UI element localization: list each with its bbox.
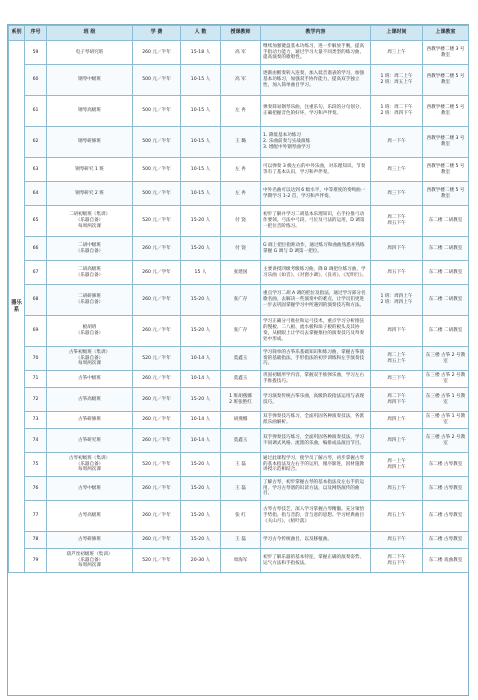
cell-content: 了解古琴，初步掌握古琴的基本指法及左右手的运用，学习古琴谱的识读方法，以及网络演传的曲目。 (261, 477, 371, 501)
cell-classroom: 东二楼 二胡教室 (423, 316, 469, 347)
cell-classroom: 东三楼 古筝 2 号教室 (423, 371, 469, 388)
cell-content: 中外名曲可以达到 6 级水平，中等难度的奏鸣曲一学期学习 1-2 首，学习和声伴奏。 (261, 182, 371, 206)
header-fee: 学 费 (133, 26, 181, 41)
cell-content: 继续加强键盘基本功练习，进一步解放手腕，提高手指动力能力，通过学习大量不同类型的练习曲，提高演奏的歌唱性。 (261, 41, 371, 65)
cell-teacher: 高 军 (221, 41, 261, 65)
cell-classroom: 东二楼 古琴教室 (423, 453, 469, 477)
cell-class-time: 周五下午 (371, 532, 423, 549)
cell-classroom: 东三楼 古筝 1 号教室 (423, 388, 469, 412)
cell-content: G 调上把位指距动作，通过练习和曲曲熟悉并熟练掌握 G 调与 D 调第一把位。 (261, 237, 371, 261)
cell-classroom: 东三楼 古筝 2 号教室 (423, 429, 469, 453)
cell-content: 学习古今传统曲目，以及移植曲。 (261, 532, 371, 549)
cell-class-name: 古筝中级班 (47, 371, 133, 388)
table-row (9, 477, 469, 501)
cell-class-size: 15-18 人 (181, 41, 221, 65)
cell-row-number: 76 (25, 477, 47, 501)
cell-content: 主要讲授四级考级练习曲，降 B 调把位练习曲，学习乐曲《如音》、《对窗小调》、《良宵》、《光明行》。 (261, 261, 371, 285)
cell-class-size: 15-20 人 (181, 388, 221, 412)
cell-class-name: 钢琴中级班 (47, 65, 133, 96)
table-row (9, 96, 469, 127)
cell-row-number: 71 (25, 371, 47, 388)
cell-row-number: 65 (25, 206, 47, 237)
cell-classroom: 东二楼 二胡教室 (423, 206, 469, 237)
cell-class-name: 古琴研修班 (47, 532, 133, 549)
table-row (9, 285, 469, 316)
cell-fee: 260 元／半年 (133, 316, 181, 347)
cell-classroom: 西教学楼二楼 5 号教室 (423, 65, 469, 96)
header-teacher: 授课教师 (221, 26, 261, 41)
cell-content: 重点学习二胡 A 调的把位及指法，通过学习部分名歌名曲，去解决一些演奏中的难点，让学员们更进一步去巩固掌握学习中所遇到的演奏技巧和方法。 (261, 285, 371, 316)
cell-class-size: 10-14 人 (181, 347, 221, 371)
table-header-row (9, 26, 469, 41)
table-row (9, 127, 469, 158)
cell-class-size: 15-20 人 (181, 453, 221, 477)
cell-teacher: 周海军 (221, 549, 261, 573)
cell-class-name: 二胡初级班（集训） （乐器自备） 每周两次课 (47, 206, 133, 237)
cell-fee: 260 元／半年 (133, 412, 181, 429)
cell-fee: 500 元／半年 (133, 182, 181, 206)
cell-class-name: 古琴初级班（集训） （乐器自备） 每周两次课 (47, 453, 133, 477)
cell-teacher: 左 冉 (221, 182, 261, 206)
cell-classroom: 西教学楼二楼 3 号教室 (423, 41, 469, 65)
table-row (9, 549, 469, 573)
cell-teacher: 王 磊 (221, 532, 261, 549)
table-body (9, 41, 469, 573)
cell-content: 双手弹奏技巧练习，全面巩固各种演奏技法，各派派乐曲解析。 (261, 412, 371, 429)
cell-class-size: 15-20 人 (181, 532, 221, 549)
cell-content: 1. 降低基本功练习 2. 乐曲前奏与实战演练 3. 增配中外钢琴曲学习 (261, 127, 371, 158)
cell-class-time: 1 班：周二下午 2 班：周四下午 (371, 96, 423, 127)
cell-classroom: 西教学楼二楼 5 号教室 (423, 182, 469, 206)
cell-classroom: 东二楼 二胡教室 (423, 237, 469, 261)
cell-fee: 260 元／半年 (133, 41, 181, 65)
cell-class-time: 周三上午 (371, 41, 423, 65)
cell-classroom: 东二楼 古琴教室 (423, 532, 469, 549)
cell-class-time: 周一下午 (371, 127, 423, 158)
cell-class-name: 钢琴高级班 (47, 96, 133, 127)
cell-class-time: 周三上午 (371, 158, 423, 182)
cell-classroom: 东二楼 二胡教室 (423, 285, 469, 316)
cell-teacher: 张广存 (221, 316, 261, 347)
cell-classroom: 西教学楼二楼 5 号教室 (423, 158, 469, 182)
header-room: 上课教室 (423, 26, 469, 41)
cell-class-name: 二胡中级班 （乐器自备） (47, 237, 133, 261)
cell-teacher: 高 军 (221, 65, 261, 96)
cell-class-name: 古筝研究班 (47, 429, 133, 453)
table-row (9, 453, 469, 477)
cell-classroom: 东三楼 古筝 1 号教室 (423, 412, 469, 429)
cell-class-size: 15 人 (181, 261, 221, 285)
cell-class-time: 周五上午 (371, 501, 423, 532)
cell-class-size: 10-14 人 (181, 412, 221, 429)
table-row (9, 412, 469, 429)
cell-classroom: 西教学楼二楼 3 号教室 (423, 127, 469, 158)
cell-classroom: 东三楼 古筝 2 号教室 (423, 347, 469, 371)
cell-teacher: 胡燕娜 (221, 412, 261, 429)
cell-class-size: 10-15 人 (181, 96, 221, 127)
header-dept: 系别 (9, 26, 25, 41)
cell-content: 学习演奏传统古筝乐曲，高级阶段指法运用与表现技巧。 (261, 388, 371, 412)
cell-fee: 260 元／半年 (133, 388, 181, 412)
cell-class-name: 二胡高级班 （乐器自备） (47, 261, 133, 285)
cell-class-time: 周二上午 周五上午 (371, 347, 423, 371)
cell-content: 初步了解并学习二胡基本乐理知识，右手拉推弓动作要领，弓法中弓段、弓位及弓法的运用，D 调第一把位音阶练习。 (261, 206, 371, 237)
cell-content: 古琴古琴技艺，深入学习掌握古琴精髓。充分领悟手势指，指与音韵，音与意的思想。学习经典曲目《关山月》、《梧叶落》 (261, 501, 371, 532)
cell-class-size: 10-15 人 (181, 127, 221, 158)
cell-classroom: 东二楼 二胡教室 (423, 261, 469, 285)
cell-class-time: 周三下午 (371, 182, 423, 206)
cell-class-size: 10-15 人 (181, 182, 221, 206)
cell-class-time: 周二下午 周五下午 (371, 206, 423, 237)
cell-row-number: 62 (25, 127, 47, 158)
cell-class-size: 10-14 人 (181, 371, 221, 388)
cell-fee: 500 元／半年 (133, 65, 181, 96)
cell-class-size: 15-20 人 (181, 237, 221, 261)
cell-row-number: 73 (25, 412, 47, 429)
cell-fee: 260 元／半年 (133, 477, 181, 501)
course-schedule-sheet (7, 24, 469, 696)
cell-class-time: 周四上午 (371, 412, 423, 429)
cell-fee: 260 元／半年 (133, 371, 181, 388)
table-row (9, 532, 469, 549)
cell-content: 学习正确分弓推拉和运弓技术，重点学习分析推弦的慢板、二八板、流水板和垛子板的板头及其协奏，从板眼上让学员去掌握推拉的演奏技巧及拜奏处中形成。 (261, 316, 371, 347)
cell-class-time: 周四上午 (371, 429, 423, 453)
table-row (9, 316, 469, 347)
cell-class-time: 周五上午 (371, 477, 423, 501)
table-row (9, 261, 469, 285)
table-row (9, 429, 469, 453)
cell-class-size: 10-15 人 (181, 158, 221, 182)
cell-teacher: 张建国 (221, 261, 261, 285)
department-cell: 器乐系 (9, 41, 25, 573)
cell-classroom: 东二楼 戏曲教室 (423, 549, 469, 573)
table-row (9, 371, 469, 388)
cell-fee: 500 元／半年 (133, 96, 181, 127)
cell-content: 逐渐由断奏转入连奏，加入低音谱表的学习，加强基本功练习，加强双手协作能力，提高双手独立性，加入简单曲目学习。 (261, 65, 371, 96)
cell-teacher: 1 班胡燕娜 2 班张艳红 (221, 388, 261, 412)
cell-teacher: 左 冉 (221, 158, 261, 182)
cell-fee: 260 元／半年 (133, 501, 181, 532)
cell-content: 通过此课程学习，使学员了解古琴，初步掌握古琴的基本指法及左右手的运用，循序渐进，因材施教讲授示范相结合。 (261, 453, 371, 477)
cell-fee: 520 元／半年 (133, 206, 181, 237)
cell-class-name: 古筝研修班 (47, 412, 133, 429)
header-time: 上课时间 (371, 26, 423, 41)
cell-content: 学习简单的古筝乐基础知识和练习曲，掌握古筝演奏的基础指法，手形指法的初步训练和左手演奏技巧。 (261, 347, 371, 371)
cell-teacher: 左 冉 (221, 96, 261, 127)
cell-row-number: 68 (25, 285, 47, 316)
header-count: 人 数 (181, 26, 221, 41)
cell-row-number: 72 (25, 388, 47, 412)
cell-class-time: 周四下午 (371, 237, 423, 261)
cell-row-number: 67 (25, 261, 47, 285)
cell-class-size: 10-15 人 (181, 65, 221, 96)
cell-content: 巩固初级所学内容，掌握双手推弹乐曲，学习左右手推拨技巧。 (261, 371, 371, 388)
cell-fee: 500 元／半年 (133, 127, 181, 158)
cell-fee: 520 元／半年 (133, 347, 181, 371)
cell-fee: 500 元／半年 (133, 158, 181, 182)
table-row (9, 41, 469, 65)
cell-row-number: 61 (25, 96, 47, 127)
cell-class-size: 15-20 人 (181, 316, 221, 347)
header-class: 班 级 (47, 26, 133, 41)
cell-row-number: 66 (25, 237, 47, 261)
cell-content: 双手弹奏技巧练习，全面巩固各种演奏技法，学习不同调式风格、流派的乐曲，编排成品演出节目。 (261, 429, 371, 453)
cell-class-time: 周一上午 周四上午 (371, 453, 423, 477)
cell-class-time: 周二下午 周四下午 (371, 388, 423, 412)
cell-class-time: 周三下午 (371, 371, 423, 388)
table-row (9, 388, 469, 412)
cell-class-size: 10-14 人 (181, 429, 221, 453)
cell-row-number: 64 (25, 182, 47, 206)
table-row (9, 65, 469, 96)
cell-class-size: 15-20 人 (181, 285, 221, 316)
course-table (8, 25, 469, 573)
cell-teacher: 付 饶 (221, 206, 261, 237)
cell-fee: 520 元／半年 (133, 453, 181, 477)
cell-row-number: 63 (25, 158, 47, 182)
cell-class-name: 钢琴研究 1 班 (47, 158, 133, 182)
cell-classroom: 东二楼 古琴教室 (423, 501, 469, 532)
cell-row-number: 70 (25, 347, 47, 371)
table-row (9, 206, 469, 237)
table-row (9, 158, 469, 182)
cell-class-time: 周四下午 (371, 316, 423, 347)
cell-row-number: 60 (25, 65, 47, 96)
cell-fee: 260 元／半年 (133, 285, 181, 316)
cell-teacher: 王 磊 (221, 453, 261, 477)
cell-row-number: 79 (25, 549, 47, 573)
cell-class-name: 古筝初级班（集训） （乐器自备） 每周两次课 (47, 347, 133, 371)
cell-class-name: 葫芦丝初级班（集训） （乐器自备） 每周两次课 (47, 549, 133, 573)
cell-teacher: 张广存 (221, 285, 261, 316)
cell-class-name: 钢琴研修班 (47, 127, 133, 158)
cell-class-time: 1 班：周四上午 2 班：周四上午 (371, 285, 423, 316)
cell-fee: 520 元／半年 (133, 549, 181, 573)
cell-fee: 260 元／学年 (133, 261, 181, 285)
cell-teacher: 莫鑫玉 (221, 429, 261, 453)
cell-teacher: 莫鑫玉 (221, 347, 261, 371)
cell-teacher: 王 磊 (221, 477, 261, 501)
cell-fee: 260 元／半年 (133, 237, 181, 261)
cell-class-name: 电子琴研究班 (47, 41, 133, 65)
cell-class-size: 15-20 人 (181, 501, 221, 532)
cell-class-name: 古琴高级班 (47, 501, 133, 532)
header-content: 教学内容 (261, 26, 371, 41)
cell-fee: 260 元／半年 (133, 532, 181, 549)
cell-class-name: 二胡研修班 （乐器自备） (47, 285, 133, 316)
cell-class-time: 周五下午 (371, 261, 423, 285)
cell-class-name: 板胡班 （乐器自备） (47, 316, 133, 347)
table-row (9, 182, 469, 206)
cell-class-size: 15-20 人 (181, 477, 221, 501)
table-row (9, 237, 469, 261)
cell-teacher: 付 饶 (221, 237, 261, 261)
cell-class-time: 1 班：周二上午 2 班：周五上午 (371, 65, 423, 96)
header-no: 序号 (25, 26, 47, 41)
cell-class-size: 20-30 人 (181, 549, 221, 573)
cell-class-size: 15-20 人 (181, 206, 221, 237)
cell-teacher: 张 红 (221, 501, 261, 532)
cell-class-name: 古琴中级班 (47, 477, 133, 501)
cell-row-number: 69 (25, 316, 47, 347)
cell-teacher: 莫鑫玉 (221, 371, 261, 388)
cell-class-name: 钢琴研究 2 班 (47, 182, 133, 206)
cell-content: 初步了解乐器的基本特征，掌握正确的演奏姿势、运气方法和手指按法。 (261, 549, 371, 573)
cell-teacher: 王 璐 (221, 127, 261, 158)
cell-class-name: 古筝高级班 (47, 388, 133, 412)
cell-row-number: 75 (25, 453, 47, 477)
cell-row-number: 59 (25, 41, 47, 65)
cell-classroom: 西教学楼二楼 5 号教室 (423, 96, 469, 127)
cell-content: 弹奏简易钢琴乐曲，注重乐句、乐段的分句划分，正确把握音色的好坏，学习和声伴奏。 (261, 96, 371, 127)
cell-classroom: 东二楼 古琴教室 (423, 477, 469, 501)
cell-content: 可以弹奏 3 级左右的中外乐曲，对乐理知识、节奏等有了基本认识，学习和声伴奏。 (261, 158, 371, 182)
table-row (9, 347, 469, 371)
cell-row-number: 74 (25, 429, 47, 453)
cell-row-number: 77 (25, 501, 47, 532)
cell-fee: 260 元／半年 (133, 429, 181, 453)
cell-row-number: 78 (25, 532, 47, 549)
table-row (9, 501, 469, 532)
cell-class-time: 周二下午 周五下午 (371, 549, 423, 573)
